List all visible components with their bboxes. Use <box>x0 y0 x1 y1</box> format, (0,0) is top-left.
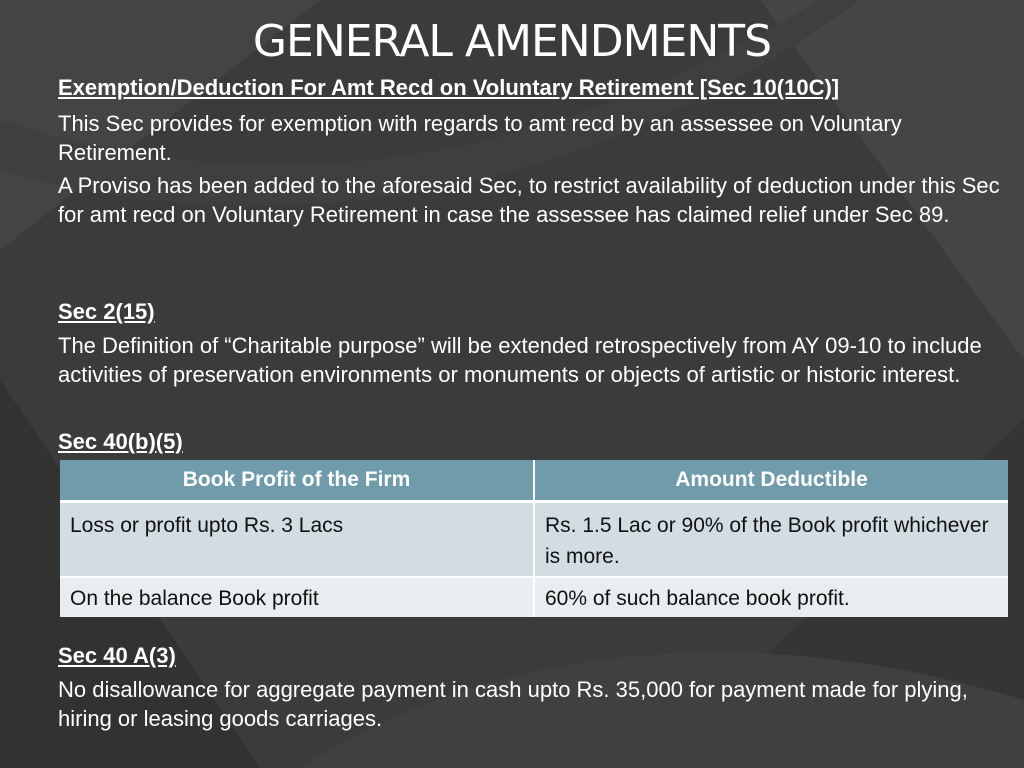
table-row <box>60 577 1008 617</box>
table-cell: On the balance Book profit <box>60 577 534 617</box>
section-heading: Sec 40(b)(5) <box>58 429 183 454</box>
slide-title: GENERAL AMENDMENTS <box>252 16 772 67</box>
section-paragraph: A Proviso has been added to the aforesaid Sec, to restrict availability of deduction under this Sec for amt recd on Voluntary Retirement in case the assessee has claimed relief under Sec 89. <box>58 173 1000 227</box>
section-paragraph: This Sec provides for exemption with regards to amt recd by an assessee on Voluntary Retirement. <box>58 111 902 165</box>
section-voluntary-retirement <box>58 74 1008 229</box>
table-cell: 60% of such balance book profit. <box>534 577 1008 617</box>
section-sec-40a3 <box>58 642 1008 733</box>
table-row <box>60 502 1008 578</box>
table-header-cell: Amount Deductible <box>534 460 1008 502</box>
section-heading: Sec 2(15) <box>58 299 155 324</box>
table-header-row <box>60 460 1008 502</box>
section-paragraph: No disallowance for aggregate payment in cash upto Rs. 35,000 for payment made for plying, hiring or leasing goods carriages. <box>58 677 968 731</box>
section-heading: Exemption/Deduction For Amt Recd on Voluntary Retirement [Sec 10(10C)] <box>58 75 840 100</box>
table-cell: Rs. 1.5 Lac or 90% of the Book profit whichever is more. <box>534 502 1008 578</box>
section-paragraph: The Definition of “Charitable purpose” will be extended retrospectively from AY 09-10 to include activities of preservation environments or monuments or objects of artistic or historic interest. <box>58 333 982 387</box>
table-cell: Loss or profit upto Rs. 3 Lacs <box>60 502 534 578</box>
table-header-cell: Book Profit of the Firm <box>60 460 534 502</box>
section-sec-40b5 <box>58 428 1008 455</box>
section-heading: Sec 40 A(3) <box>58 643 176 668</box>
section-sec-2-15 <box>58 298 1008 389</box>
deduction-table <box>60 460 1008 617</box>
